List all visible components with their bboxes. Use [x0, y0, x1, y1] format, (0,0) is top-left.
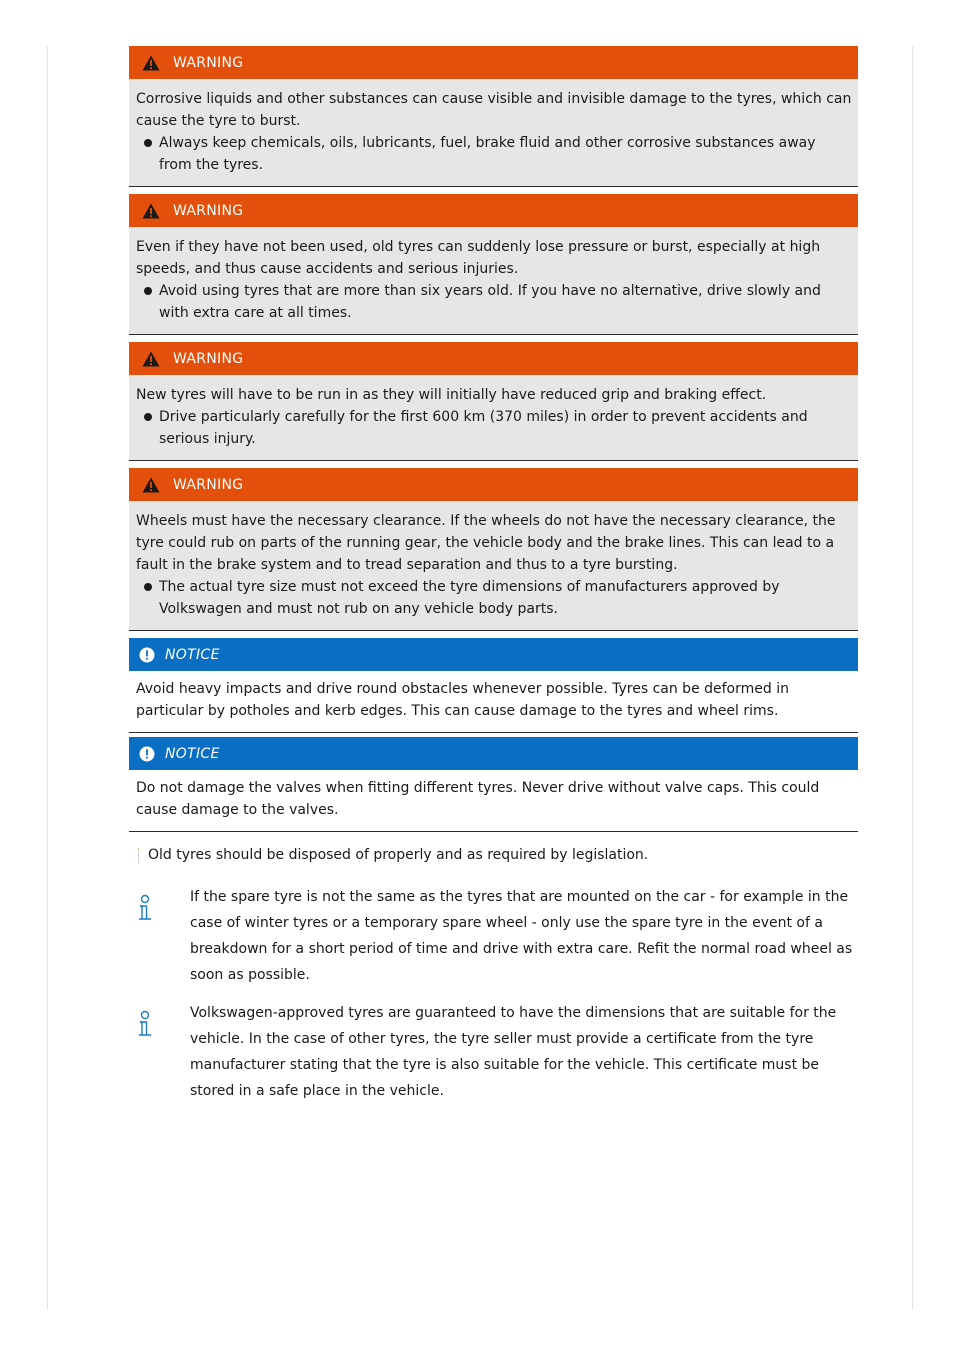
warning-header: [129, 194, 858, 227]
bullet-dot: [136, 132, 159, 176]
notice-text: Do not damage the valves when fitting different tyres. Never drive without valve caps. This could cause damage to the valves.: [136, 780, 820, 818]
warning-bullet: [136, 132, 852, 176]
bullet-dot: [136, 280, 159, 324]
warning-label: WARNING: [173, 202, 244, 219]
warning-triangle-icon: [129, 477, 173, 493]
warning-text: Corrosive liquids and other substances can cause visible and invisible damage to the tyres, which can cause the tyre to burst.: [136, 91, 852, 129]
warning-bullet-text: The actual tyre size must not exceed the tyre dimensions of manufacturers approved by Volkswagen and must not rub on any vehicle body parts.: [159, 579, 780, 617]
notice-box: [129, 737, 858, 832]
warning-box: [129, 194, 858, 335]
info-note-text: Volkswagen-approved tyres are guaranteed to have the dimensions that are suitable for the vehicle. In the case of other tyres, the tyre seller must provide a certificate from the tyre manufacturer stating that the tyre is also suitable for the vehicle. This certificate must be stored in a safe place in the vehicle.: [190, 1005, 837, 1099]
warning-triangle-icon: [129, 203, 173, 219]
page-border-left: [47, 46, 48, 1310]
warning-triangle-icon: [129, 351, 173, 367]
warning-bullet: [136, 576, 852, 620]
warning-bullet-text: Avoid using tyres that are more than six years old. If you have no alternative, drive slowly and with extra care at all times.: [159, 283, 821, 321]
notice-box: [129, 638, 858, 733]
warning-bullet: [136, 280, 852, 324]
info-icon: [135, 1000, 190, 1104]
warning-header: [129, 46, 858, 79]
bullet-dot: [136, 406, 159, 450]
notice-text: Avoid heavy impacts and drive round obstacles whenever possible. Tyres can be deformed in particular by potholes and kerb edges. This can cause damage to the tyres and wheel rims.: [136, 681, 789, 719]
info-icon: [135, 884, 190, 988]
warning-label: WARNING: [173, 54, 244, 71]
warning-box: [129, 46, 858, 187]
warning-box: [129, 342, 858, 461]
bullet-dot: [136, 576, 159, 620]
notice-label: NOTICE: [165, 646, 220, 663]
exclamation-circle-icon: [129, 647, 165, 663]
warning-header: [129, 342, 858, 375]
page-border-right: [912, 46, 913, 1310]
warning-text: Even if they have not been used, old tyres can suddenly lose pressure or burst, especially at high speeds, and thus cause accidents and serious injuries.: [136, 239, 821, 277]
environment-note-text: Old tyres should be disposed of properly and as required by legislation.: [148, 847, 649, 863]
warning-triangle-icon: [129, 55, 173, 71]
notice-header: [129, 737, 858, 770]
warning-bullet-text: Always keep chemicals, oils, lubricants, fuel, brake fluid and other corrosive substances away from the tyres.: [159, 135, 816, 173]
notice-header: [129, 638, 858, 671]
warning-header: [129, 468, 858, 501]
info-note-text: If the spare tyre is not the same as the tyres that are mounted on the car - for example in the case of winter tyres or a temporary spare wheel - only use the spare tyre in the event of a breakdown for a short period of time and drive with extra care. Refit the normal road wheel as soon as possible.: [190, 889, 853, 983]
exclamation-circle-icon: [129, 746, 165, 762]
environment-note: [135, 845, 648, 865]
info-note: [135, 1000, 860, 1104]
warning-box: [129, 468, 858, 631]
warning-text: Wheels must have the necessary clearance. If the wheels do not have the necessary clearance, the tyre could rub on parts of the running gear, the vehicle body and the brake lines. This can lead to a fault in the brake system and to tread separation and thus to a tyre bursting.: [136, 513, 836, 573]
notice-label: NOTICE: [165, 745, 220, 762]
environment-mark-icon: [135, 845, 145, 865]
warning-text: New tyres will have to be run in as they will initially have reduced grip and braking effect.: [136, 387, 767, 403]
info-note: [135, 884, 860, 988]
warning-label: WARNING: [173, 476, 244, 493]
warning-label: WARNING: [173, 350, 244, 367]
warning-bullet: [136, 406, 852, 450]
warning-bullet-text: Drive particularly carefully for the first 600 km (370 miles) in order to prevent accidents and serious injury.: [159, 409, 808, 447]
